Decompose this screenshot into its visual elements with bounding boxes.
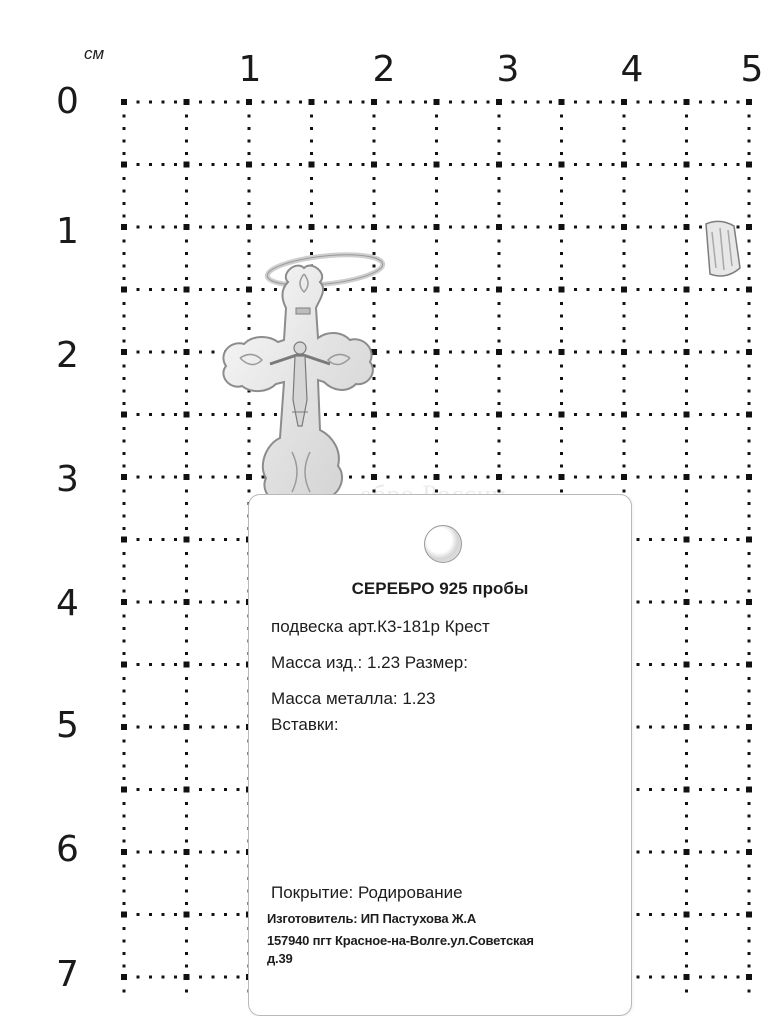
grid-dot xyxy=(684,412,690,418)
tag-mass-metal: Масса металла: 1.23 xyxy=(271,689,436,708)
ruler-x-4: 4 xyxy=(620,49,644,90)
grid-dot xyxy=(121,974,127,980)
ruler-unit-label: см xyxy=(84,44,105,63)
grid-dot xyxy=(746,787,752,793)
grid-dot xyxy=(184,224,190,230)
grid-dot xyxy=(746,474,752,480)
ruler-y-3: 3 xyxy=(56,459,79,500)
grid-dot xyxy=(746,912,752,918)
grid-dot xyxy=(621,474,627,480)
tag-mass-item: Масса изд.: 1.23 Размер: xyxy=(271,653,468,672)
product-tag xyxy=(248,494,632,1016)
grid-dot xyxy=(434,349,440,355)
grid-dot xyxy=(309,99,315,105)
grid-dot xyxy=(434,162,440,168)
grid-dot xyxy=(684,849,690,855)
ruler-y-1: 1 xyxy=(56,211,79,252)
ruler-x-1: 1 xyxy=(238,49,262,90)
grid-dot xyxy=(184,412,190,418)
grid-dot xyxy=(246,162,252,168)
grid-dot xyxy=(746,724,752,730)
grid-dot xyxy=(559,474,565,480)
grid-dot xyxy=(684,724,690,730)
grid-dot xyxy=(184,99,190,105)
grid-dot xyxy=(496,287,502,293)
ruler-y-0: 0 xyxy=(56,81,79,122)
grid-dot xyxy=(684,974,690,980)
ruler-y-4: 4 xyxy=(56,583,79,624)
grid-dot xyxy=(121,724,127,730)
tag-title: СЕРЕБРО 925 пробы xyxy=(351,579,529,598)
grid-dot xyxy=(121,412,127,418)
tag-manufacturer: Изготовитель: ИП Пастухова Ж.А xyxy=(267,911,477,926)
grid-dot xyxy=(184,287,190,293)
grid-dot xyxy=(684,224,690,230)
grid-dot xyxy=(496,99,502,105)
grid-dot xyxy=(434,412,440,418)
grid-dot xyxy=(684,287,690,293)
grid-dot xyxy=(746,974,752,980)
grid-dot xyxy=(121,349,127,355)
grid-dot xyxy=(684,537,690,543)
grid-dot xyxy=(121,537,127,543)
grid-dot xyxy=(371,99,377,105)
grid-dot xyxy=(496,224,502,230)
grid-dot xyxy=(746,662,752,668)
grid-dot xyxy=(621,162,627,168)
grid-dot xyxy=(184,162,190,168)
grid-dot xyxy=(684,349,690,355)
grid-dot xyxy=(434,99,440,105)
grid-dot xyxy=(621,99,627,105)
ruler-y-2: 2 xyxy=(56,335,79,376)
grid-dot xyxy=(746,162,752,168)
grid-dot xyxy=(684,787,690,793)
grid-dot xyxy=(684,99,690,105)
grid-dot xyxy=(496,162,502,168)
grid-dot xyxy=(434,224,440,230)
ruler-x-2: 2 xyxy=(372,49,396,90)
grid-dot xyxy=(746,349,752,355)
grid-dot xyxy=(121,599,127,605)
grid-dot xyxy=(684,162,690,168)
grid-dot xyxy=(184,349,190,355)
tag-inserts: Вставки: xyxy=(271,715,339,734)
tag-address-line2: д.39 xyxy=(267,951,293,966)
grid-dot xyxy=(746,287,752,293)
grid-dot xyxy=(621,349,627,355)
grid-dot xyxy=(121,162,127,168)
grid-dot xyxy=(121,474,127,480)
grid-dot xyxy=(746,849,752,855)
ruler-y-6: 6 xyxy=(56,829,79,870)
cross-pendant-image xyxy=(200,230,400,530)
grid-dot xyxy=(746,412,752,418)
ruler-x-5: 5 xyxy=(740,49,763,90)
grid-dot xyxy=(371,162,377,168)
grid-dot xyxy=(121,849,127,855)
grid-dot xyxy=(559,99,565,105)
grid-dot xyxy=(184,849,190,855)
grid-dot xyxy=(559,224,565,230)
grid-dot xyxy=(496,349,502,355)
grid-dot xyxy=(496,412,502,418)
grid-dot xyxy=(121,99,127,105)
grid-dot xyxy=(121,287,127,293)
grid-dot xyxy=(559,287,565,293)
tag-coating: Покрытие: Родирование xyxy=(271,883,463,902)
grid-dot xyxy=(184,912,190,918)
grid-dot xyxy=(184,724,190,730)
grid-dot xyxy=(184,474,190,480)
grid-dot xyxy=(559,412,565,418)
grid-dot xyxy=(684,599,690,605)
grid-dot xyxy=(746,599,752,605)
grid-dot xyxy=(184,537,190,543)
grid-dot xyxy=(746,224,752,230)
grid-dot xyxy=(621,412,627,418)
grid-dot xyxy=(184,599,190,605)
grid-dot xyxy=(434,287,440,293)
grid-dot xyxy=(184,787,190,793)
grid-dot xyxy=(184,974,190,980)
grid-dot xyxy=(559,162,565,168)
grid-dot xyxy=(246,99,252,105)
grid-dot xyxy=(621,287,627,293)
grid-dot xyxy=(559,349,565,355)
grid-dot xyxy=(684,912,690,918)
grid-dot xyxy=(746,537,752,543)
ruler-y-7: 7 xyxy=(56,954,79,995)
grid-dot xyxy=(121,787,127,793)
grid-dot xyxy=(621,224,627,230)
grid-dot xyxy=(309,162,315,168)
tag-hole xyxy=(424,525,462,563)
grid-dot xyxy=(746,99,752,105)
tag-address-line1: 157940 пгт Красное-на-Волге.ул.Советская xyxy=(267,933,534,948)
clasp-image xyxy=(696,218,744,284)
grid-dot xyxy=(121,224,127,230)
tag-article: подвеска арт.К3-181р Крест xyxy=(271,617,490,636)
grid-dot xyxy=(184,662,190,668)
ruler-x-3: 3 xyxy=(496,49,520,90)
grid-dot xyxy=(684,662,690,668)
grid-dot xyxy=(121,662,127,668)
ruler-y-5: 5 xyxy=(56,705,79,746)
grid-dot xyxy=(121,912,127,918)
grid-dot xyxy=(684,474,690,480)
